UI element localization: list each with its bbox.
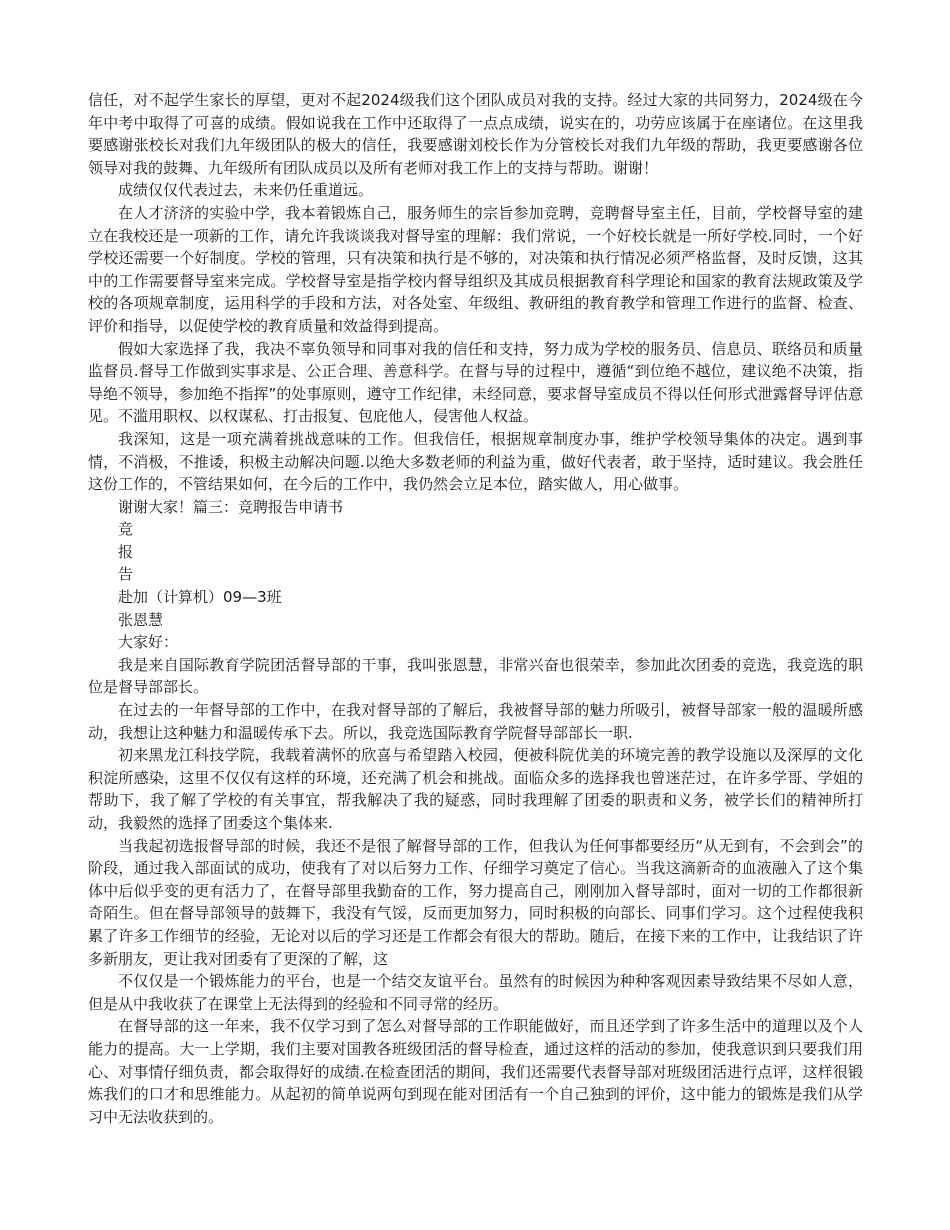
document-page <box>88 89 863 1128</box>
speech-paragraph: 初来黑龙江科技学院，我载着满怀的欣喜与希望踏入校园，便被科院优美的环境完善的教学设施以及深厚的文化积淀所感染，这里不仅仅有这样的环境，还充满了机会和挑战。面临众多的选择我也曾迷茫过，在许多学哥、学姐的帮助下，我了解了学校的有关事宜，帮我解决了我的疑惑，同时我理解了团委的职责和义务，被学长们的精神所打动，我毅然的选择了团委这个集体来. <box>88 746 863 832</box>
paragraph: 假如大家选择了我，我决不辜负领导和同事对我的信任和支持，努力成为学校的服务员、信息员、联络员和质量监督员.督导工作做到实事求是、公正合理、善意科学。在督与导的过程中，遵循“到位绝不越位，建议绝不决策，指导绝不领导，参加绝不指挥”的处事原则，遵守工作纪律，未经同意，要求督导室成员不得以任何形式泄露督导评估意见。不滥用职权、以权谋私、打击报复、包庇他人，侵害他人权益。 <box>88 339 863 426</box>
greeting: 大家好： <box>118 633 179 652</box>
paragraph-continued: 信任，对不起学生家长的厚望，更对不起2024级我们这个团队成员对我的支持。经过大家的共同努力，2024级在今年中考中取得了可喜的成绩。假如说我在工作中还取得了一点点成绩，说实在的，功劳应该属于在座诸位。在这里我要感谢张校长对我们九年级团队的极大的信任，我要感谢刘校长作为分管校长对我们九年级的帮助，我更要感谢各位领导对我的鼓舞、九年级所有团队成员以及所有老师对我工作上的支持与帮助。谢谢！ <box>88 91 863 177</box>
speech-paragraph: 在督导部的这一年来，我不仅学习到了怎么对督导部的工作职能做好，而且还学到了许多生活中的道理以及个人能力的提高。大一上学期，我们主要对国教各班级团活的督导检查，通过这样的活动的参加，使我意识到只要我们用心、对事情仔细负责，都会取得好的成绩.在检查团活的期间，我们还需要代表督导部对班级团活进行点评，这样很锻炼我们的口才和思维能力。从起初的简单说两句到现在能对团活有一个自己独到的评价，这中能力的锻炼是我们从学习中无法收获到的。 <box>88 1017 863 1126</box>
section-heading: 谢谢大家！篇三：竞聘报告申请书 <box>118 497 344 516</box>
speech-paragraph: 我是来自国际教育学院团活督导部的干事，我叫张恩慧，非常兴奋也很荣幸，参加此次团委的竞选，我竞选的职位是督导部部长。 <box>88 655 863 697</box>
title-char: 告 <box>118 565 134 584</box>
speech-paragraph: 不仅仅是一个锻炼能力的平台，也是一个结交友谊平台。虽然有的时候因为种种客观因素导致结果不尽如人意，但是从中我收获了在课堂上无法得到的经验和不同寻常的经历。 <box>88 972 863 1013</box>
speech-paragraph: 当我起初选报督导部的时候，我还不是很了解督导部的工作，但我认为任何事都要经历“从无到有，不会到会”的阶段，通过我入部面试的成功，使我有了对以后努力工作、仔细学习奠定了信心。当我这滴新奇的血液融入了这个集体中后似乎变的更有活力了，在督导部里我勤奋的工作，努力提高自己，刚刚加入督导部时，面对一切的工作都很新奇陌生。但在督导部领导的鼓舞下，我没有气馁，反而更加努力，同时积极的向部长、同事们学习。这个过程使我积累了许多工作细节的经验，无论对以后的学习还是工作都会有很大的帮助。随后，在接下来的工作中，让我结识了许多新朋友，更让我对团委有了更深的了解，这 <box>88 836 863 968</box>
paragraph: 在人才济济的实验中学，我本着锻炼自己，服务师生的宗旨参加竞聘，竞聘督导室主任，目前，学校督导室的建立在我校还是一项新的工作，请允许我谈谈我对督导室的理解：我们常说，一个好校长就是一所好学校.同时，一个好学校还需要一个好制度。学校的管理，只有决策和执行是不够的，对决策和执行情况必须严格监督，及时反馈，这其中的工作需要督导室来完成。学校督导室是指学校内督导组织及其成员根据教育科学理论和国家的教育法规政策及学校的各项规章制度，运用科学的手段和方法，对各处室、年级组、教研组的教育教学和管理工作进行的监督、检查、评价和指导，以促使学校的教育质量和效益得到提高。 <box>88 203 863 335</box>
author-name: 张恩慧 <box>118 610 164 629</box>
class-name: 赴加（计算机）09—3班 <box>118 588 282 607</box>
title-char: 竞 <box>118 520 134 539</box>
speech-paragraph: 在过去的一年督导部的工作中，在我对督导部的了解后，我被督导部的魅力所吸引，被督导部家一般的温暖所感动，我想让这种魅力和温暖传承下去。所以，我竞选国际教育学院督导部部长一职. <box>88 701 863 742</box>
paragraph: 我深知，这是一项充满着挑战意味的工作。但我信任，根据规章制度办事，维护学校领导集体的决定。遇到事情，不消极，不推诿，积极主动解决问题.以绝大多数老师的利益为重，做好代表者，敢于坚持，适时建议。我会胜任这份工作的，不管结果如何，在今后的工作中，我仍然会立足本位，踏实做人，用心做事。 <box>88 429 863 494</box>
title-char: 报 <box>118 542 134 561</box>
paragraph: 成绩仅仅代表过去，未来仍任重道远。 <box>118 181 374 200</box>
